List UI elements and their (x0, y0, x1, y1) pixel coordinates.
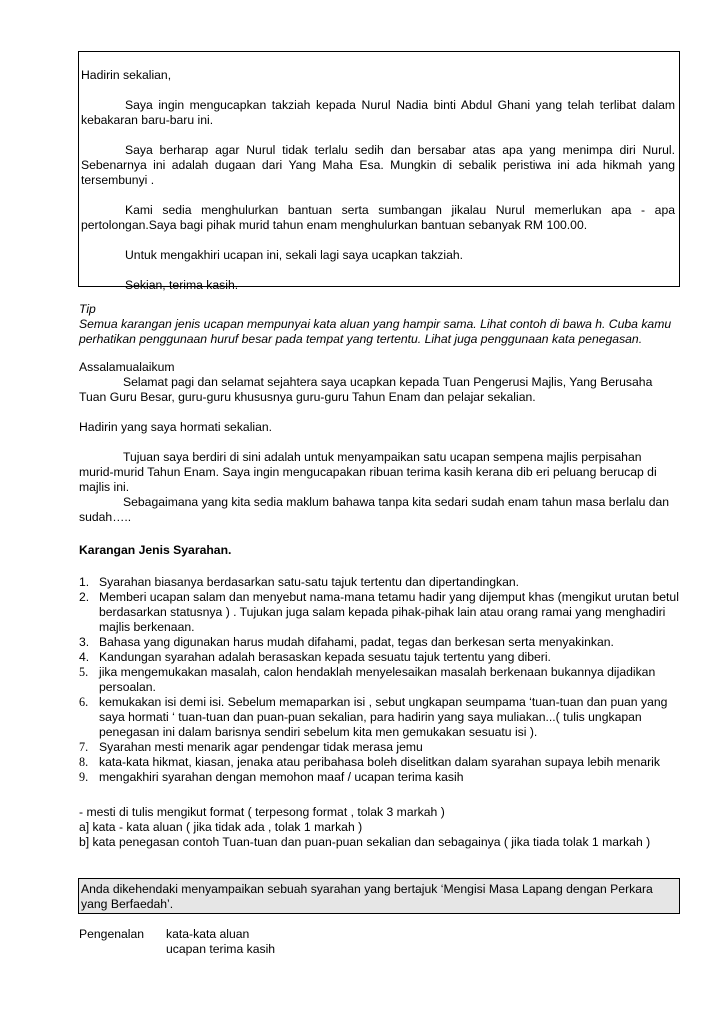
list-number: 1. (79, 575, 90, 589)
list-item (79, 740, 679, 755)
list-text: Memberi ucapan salam dan menyebut nama-mana tetamu hadir yang dijemput khas (mengikut urutan betul berdasarkan statusnya ) . Tujukan juga salam kepada pihak-pihak lain atau orang ramai yang menghadiri majlis berkenaan. (99, 590, 679, 634)
list-number: 3. (79, 635, 90, 649)
list-number: 7. (79, 740, 89, 754)
speech-paragraph: Saya ingin mengucapkan takziah kepada Nurul Nadia binti Abdul Ghani yang telah terlibat dalam kebakaran baru-baru ini. (81, 98, 675, 127)
pengenalan-value: kata-kata aluan (166, 927, 250, 941)
task-box (78, 878, 680, 914)
list-number: 2. (79, 590, 90, 604)
list-number: 4. (79, 650, 90, 664)
speech-closing: Sekian, terima kasih. (125, 278, 239, 292)
list-text: kata-kata hikmat, kiasan, jenaka atau peribahasa boleh diselitkan dalam syarahan supaya lebih menarik (99, 755, 660, 769)
tip-section (79, 302, 679, 347)
syarahan-heading: Karangan Jenis Syarahan. (79, 543, 232, 557)
pengenalan-value: ucapan terima kasih (166, 942, 276, 956)
tip-title: Tip (79, 302, 96, 316)
syarahan-section (79, 543, 679, 785)
list-item (79, 665, 679, 695)
list-text: Syarahan mesti menarik agar pendengar tidak merasa jemu (99, 740, 423, 754)
syarahan-list (79, 575, 679, 785)
pengenalan-label: Pengenalan (79, 927, 145, 941)
list-item (79, 755, 679, 770)
marking-line: - mesti di tulis mengikut format ( terpesong format , tolak 3 markah ) (79, 805, 445, 819)
list-item (79, 695, 679, 740)
marking-section (79, 805, 679, 850)
list-text: jika mengemukakan masalah, calon hendaklah menyelesaikan masalah berkenaan bukannya dijadikan persoalan. (99, 665, 656, 694)
list-text: kemukakan isi demi isi. Sebelum memaparkan isi , sebut ungkapan seumpama ‘tuan-tuan dan puan yang saya hormati ‘ tuan-tuan dan puan-puan sekalian, para hadirin yang saya muliakan...( tulis ungkapan penegasan ini dalam barisnya sendiri sebelum kita men gemukakan sesuatu isi ). (99, 695, 668, 739)
list-text: Bahasa yang digunakan harus mudah difahami, padat, tegas dan berkesan serta menyakinkan. (99, 635, 614, 649)
list-text: Syarahan biasanya berdasarkan satu-satu tajuk tertentu dan dipertandingkan. (99, 575, 520, 589)
example-paragraph: Sebagaimana yang kita sedia maklum bahawa tanpa kita sedari sudah enam tahun masa berlalu dan sudah….. (79, 495, 670, 524)
speech-paragraph: Untuk mengakhiri ucapan ini, sekali lagi saya ucapkan takziah. (125, 248, 464, 262)
example-section (79, 360, 679, 525)
pengenalan-section (79, 927, 679, 957)
task-text: Anda dikehendaki menyampaikan sebuah syarahan yang bertajuk ‘Mengisi Masa Lapang dengan Perkara yang Berfaedah’. (81, 882, 653, 911)
list-number: 9. (79, 770, 89, 784)
list-number: 5. (79, 665, 89, 679)
list-item (79, 590, 679, 635)
example-greeting: Assalamualaikum (79, 360, 175, 374)
pengenalan-row (79, 927, 679, 942)
speech-paragraph: Kami sedia menghulurkan bantuan serta sumbangan jikalau Nurul memerlukan apa - apa pertolongan.Saya bagi pihak murid tahun enam menghulurkan bantuan sebanyak RM 100.00. (81, 203, 675, 232)
speech-paragraph: Saya berharap agar Nurul tidak terlalu sedih dan bersabar atas apa yang menimpa diri Nurul. Sebenarnya ini adalah dugaan dari Yang Maha Esa. Mungkin di sebalik peristiwa ini ada hikmah yang tersembunyi . (81, 143, 675, 187)
marking-line: b] kata penegasan contoh Tuan-tuan dan puan-puan sekalian dan sebagainya ( jika tiada tolak 1 markah ) (79, 835, 651, 849)
list-item (79, 650, 679, 665)
example-paragraph: Hadirin yang saya hormati sekalian. (79, 420, 273, 434)
pengenalan-spacer (79, 942, 166, 957)
condolence-speech-box (78, 51, 680, 292)
list-number: 6. (79, 695, 89, 709)
list-item (79, 770, 679, 785)
list-number: 8. (79, 755, 89, 769)
list-item (79, 575, 679, 590)
speech-greeting: Hadirin sekalian, (81, 68, 172, 82)
marking-line: a] kata - kata aluan ( jika tidak ada , tolak 1 markah ) (79, 820, 363, 834)
example-paragraph: Selamat pagi dan selamat sejahtera saya ucapkan kepada Tuan Pengerusi Majlis, Yang Berusaha Tuan Guru Besar, guru-guru khususnya guru-guru Tahun Enam dan pelajar sekalian. (79, 375, 653, 404)
list-text: Kandungan syarahan adalah berasaskan kepada sesuatu tajuk tertentu yang diberi. (99, 650, 551, 664)
example-paragraph: Tujuan saya berdiri di sini adalah untuk menyampaikan satu ucapan sempena majlis perpisahan murid-murid Tahun Enam. Saya ingin mengucapakan ribuan terima kasih kerana dib eri peluang berucap di majlis ini. (79, 450, 657, 494)
tip-text: Semua karangan jenis ucapan mempunyai kata aluan yang hampir sama. Lihat contoh di bawa h. Cuba kamu perhatikan penggunaan huruf besar pada tempat yang tertentu. Lihat juga penggunaan kata penegasan. (79, 317, 672, 346)
pengenalan-row (79, 942, 679, 957)
list-text: mengakhiri syarahan dengan memohon maaf / ucapan terima kasih (99, 770, 464, 784)
list-item (79, 635, 679, 650)
